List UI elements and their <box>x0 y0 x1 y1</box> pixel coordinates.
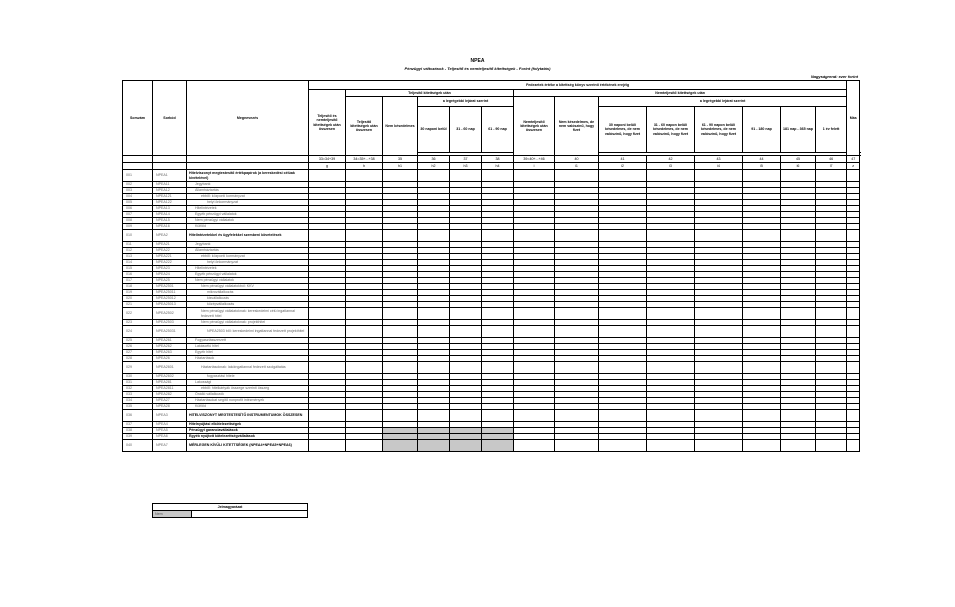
value-cell[interactable] <box>482 170 514 182</box>
blank-cell <box>123 163 153 170</box>
value-cell[interactable] <box>743 362 781 374</box>
row-code: NPEA3 <box>153 410 187 422</box>
row-code: NPEA6 <box>153 434 187 440</box>
row-label: Lakáscélú hitel <box>187 344 309 350</box>
row-code: NPEA25 <box>153 278 187 284</box>
value-cell[interactable] <box>599 362 647 374</box>
formula-cell: 36 <box>418 156 450 163</box>
row-label: Nem pénzügyi vállalatokból: KKV <box>187 284 309 290</box>
value-cell[interactable] <box>743 170 781 182</box>
value-cell[interactable] <box>599 440 647 452</box>
value-cell[interactable] <box>309 440 346 452</box>
value-cell[interactable] <box>309 170 346 182</box>
row-code: NPEA7 <box>153 440 187 452</box>
blank-cell <box>153 163 187 170</box>
value-cell[interactable] <box>418 308 450 320</box>
row-code: NPEA4 <box>153 422 187 428</box>
col-sorkod: Sorkód <box>153 81 187 156</box>
col-mas: Más <box>847 81 860 156</box>
row-code: NPEA1 <box>153 170 187 182</box>
letter-cell: i5 <box>743 163 781 170</box>
value-cell[interactable] <box>418 410 450 422</box>
row-code: NPEA2502 <box>153 308 187 320</box>
value-cell[interactable] <box>346 362 383 374</box>
row-number: 002 <box>123 182 153 188</box>
row-label: mikrovállalkozás <box>187 290 309 296</box>
value-cell[interactable] <box>555 308 599 320</box>
value-cell[interactable] <box>482 362 514 374</box>
row-number: 003 <box>123 188 153 194</box>
row-label: Nem pénzügyi vállalatok <box>187 218 309 224</box>
row-code: NPEA15 <box>153 218 187 224</box>
row-label: HITELVISZONYT MEGTESTESÍTŐ INSTRUMENTUMOK ÖSSZESEN <box>187 410 309 422</box>
row-number: 016 <box>123 272 153 278</box>
row-number: 012 <box>123 248 153 254</box>
value-cell[interactable] <box>309 230 346 242</box>
value-cell[interactable] <box>383 362 418 374</box>
row-number: 020 <box>123 296 153 302</box>
table-row <box>123 308 860 320</box>
letter-cell: z <box>847 163 860 170</box>
blank-cell <box>187 163 309 170</box>
row-number: 037 <box>123 422 153 428</box>
value-cell[interactable] <box>555 440 599 452</box>
row-number: 014 <box>123 260 153 266</box>
formula-cell: 33=34+39 <box>309 156 346 163</box>
value-cell[interactable] <box>816 170 847 182</box>
row-number: 007 <box>123 212 153 218</box>
row-number: 023 <box>123 320 153 326</box>
row-number: 038 <box>123 428 153 434</box>
value-cell[interactable] <box>816 326 847 338</box>
value-cell[interactable] <box>450 230 482 242</box>
row-number: 015 <box>123 266 153 272</box>
value-cell[interactable] <box>346 170 383 182</box>
col-nt61-90: 61 - 90 napon belüli késedelmes, de nem valószínű, hogy fizet <box>695 107 743 153</box>
formula-cell: 35 <box>383 156 418 163</box>
col-lejarat-t: a legrégebbi lejárat szerint <box>418 97 514 107</box>
value-cell[interactable] <box>647 362 695 374</box>
value-cell[interactable] <box>847 440 860 452</box>
letter-cell: h3 <box>450 163 482 170</box>
row-number: 004 <box>123 194 153 200</box>
row-label: Önálló vállalkozók <box>187 392 309 398</box>
row-code: NPEA281 <box>153 380 187 386</box>
value-cell[interactable] <box>555 230 599 242</box>
value-cell[interactable] <box>695 440 743 452</box>
row-number: 025 <box>123 338 153 344</box>
legend-title: Jelmagyarázat <box>153 504 308 511</box>
letter-cell: i1 <box>555 163 599 170</box>
row-number: 008 <box>123 218 153 224</box>
letter-cell: g <box>309 163 346 170</box>
value-cell[interactable] <box>418 230 450 242</box>
row-code: NPEA25013 <box>153 302 187 308</box>
row-code: NPEA28 <box>153 404 187 410</box>
value-cell[interactable] <box>599 230 647 242</box>
row-number: 031 <box>123 380 153 386</box>
formula-cell: 46 <box>816 156 847 163</box>
value-cell[interactable] <box>647 440 695 452</box>
row-label: NPEA2503 ből: kereskedelmi ingatlannal fedezett projekthitel <box>187 326 309 338</box>
value-cell[interactable] <box>816 230 847 242</box>
row-label: Egyéb pénzügyi vállalatok <box>187 272 309 278</box>
value-cell[interactable] <box>647 170 695 182</box>
value-cell[interactable] <box>781 440 816 452</box>
row-number: 029 <box>123 362 153 374</box>
col-nt30: 30 naponi belüli késedelmes, de nem valószínű, hogy fizet <box>599 107 647 153</box>
value-cell[interactable] <box>743 230 781 242</box>
value-cell[interactable] <box>418 362 450 374</box>
row-code: NPEA21 <box>153 242 187 248</box>
value-cell[interactable] <box>450 440 482 452</box>
value-cell[interactable] <box>599 326 647 338</box>
row-number: 013 <box>123 254 153 260</box>
col-teljesito-osszes: Teljesítő kitettségek után összesen <box>346 97 383 156</box>
row-code: NPEA12 <box>153 188 187 194</box>
value-cell[interactable] <box>647 308 695 320</box>
row-number: 018 <box>123 284 153 290</box>
row-label: kisvállalkozás <box>187 296 309 302</box>
row-label: Háztartásokat segítő nonprofit intézmények <box>187 398 309 404</box>
row-label: középvállalkozás <box>187 302 309 308</box>
table-row <box>123 230 860 242</box>
row-code: NPEA5 <box>153 428 187 434</box>
row-code: NPEA26 <box>153 356 187 362</box>
letter-cell: h1 <box>383 163 418 170</box>
value-cell[interactable] <box>514 308 555 320</box>
formula-cell: 40 <box>555 156 599 163</box>
col-osszes: Teljesítő és nemteljesítő kitettségek után összesen <box>309 90 346 156</box>
value-cell[interactable] <box>781 362 816 374</box>
col-megnevezes: Megnevezés <box>187 81 309 156</box>
row-label: Egyéb hitel <box>187 350 309 356</box>
value-cell[interactable] <box>555 326 599 338</box>
value-cell[interactable] <box>695 230 743 242</box>
value-cell[interactable] <box>346 326 383 338</box>
row-label: Külföld <box>187 224 309 230</box>
value-cell[interactable] <box>695 362 743 374</box>
row-number: 011 <box>123 242 153 248</box>
value-cell[interactable] <box>847 230 860 242</box>
blank-cell <box>123 156 153 163</box>
value-cell[interactable] <box>743 410 781 422</box>
row-label: Háztartások <box>187 356 309 362</box>
value-cell[interactable] <box>781 230 816 242</box>
row-number: 024 <box>123 326 153 338</box>
formula-cell: 42 <box>647 156 695 163</box>
value-cell[interactable] <box>482 326 514 338</box>
value-cell[interactable] <box>482 410 514 422</box>
value-cell[interactable] <box>695 410 743 422</box>
value-cell[interactable] <box>781 326 816 338</box>
row-label: helyi önkormányzat <box>187 200 309 206</box>
row-label: Nem pénzügyi vállalatok <box>187 278 309 284</box>
value-cell[interactable] <box>346 308 383 320</box>
row-label: Államháztartás <box>187 188 309 194</box>
row-label: ebből: központi kormányzat <box>187 194 309 200</box>
value-cell[interactable] <box>781 410 816 422</box>
formula-cell: 37 <box>450 156 482 163</box>
value-cell[interactable] <box>514 230 555 242</box>
formula-cell: 44 <box>743 156 781 163</box>
blank-cell <box>187 156 309 163</box>
value-cell[interactable] <box>450 362 482 374</box>
legend-swatch: Nem <box>153 511 192 518</box>
letter-cell: i7 <box>816 163 847 170</box>
value-cell[interactable] <box>346 440 383 452</box>
formula-cell: 47 <box>847 156 860 163</box>
col-sorszam: Sorszám <box>123 81 153 156</box>
row-code: NPEA23 <box>153 266 187 272</box>
formula-cell: 41 <box>599 156 647 163</box>
value-cell[interactable] <box>695 308 743 320</box>
value-cell[interactable] <box>514 440 555 452</box>
col-nt181-365: 181 nap - 365 nap <box>781 107 816 153</box>
row-number: 001 <box>123 170 153 182</box>
value-cell[interactable] <box>418 170 450 182</box>
value-cell[interactable] <box>816 362 847 374</box>
col-nem-kesedelmes: Nem késedelmes <box>383 97 418 156</box>
value-cell[interactable] <box>555 170 599 182</box>
letter-cell: h <box>346 163 383 170</box>
value-cell[interactable] <box>781 170 816 182</box>
value-cell[interactable] <box>816 440 847 452</box>
letter-cell: i4 <box>695 163 743 170</box>
row-label: Nem pénzügyi vállalatoknak: projekthitel <box>187 320 309 326</box>
row-number: 010 <box>123 230 153 242</box>
row-label: Jegybank <box>187 182 309 188</box>
row-label: Pénzügyi garanciavállalások <box>187 428 309 434</box>
formula-cell: 34=35+...+38 <box>346 156 383 163</box>
row-number: 030 <box>123 374 153 380</box>
row-code: NPEA262 <box>153 344 187 350</box>
legend-empty <box>192 511 308 518</box>
row-number: 039 <box>123 434 153 440</box>
row-label: Nem pénzügyi vállalatoknak: kereskedelmi célú ingatlannal fedezett hitel <box>187 308 309 320</box>
table-row <box>123 440 860 452</box>
value-cell[interactable] <box>482 440 514 452</box>
row-code: NPEA16 <box>153 224 187 230</box>
legend <box>152 503 308 518</box>
letter-cell: h4 <box>482 163 514 170</box>
value-cell[interactable] <box>555 362 599 374</box>
table-row <box>123 410 860 422</box>
value-cell[interactable] <box>514 362 555 374</box>
col-lejarat-nt: a legrégebbi lejárat szerint <box>599 97 847 107</box>
formula-cell: 45 <box>781 156 816 163</box>
row-label: Fogyasztásszerzett <box>187 338 309 344</box>
row-label: Hitelnyújtási elkötelezettségek <box>187 422 309 428</box>
row-number: 034 <box>123 398 153 404</box>
value-cell[interactable] <box>450 170 482 182</box>
row-code: NPEA22 <box>153 248 187 254</box>
col-nt-nem-kes: Nem késedelmes, de nem valószínű, hogy fizet <box>555 97 599 156</box>
table-row <box>123 362 860 374</box>
col-nt31-60: 31 - 60 napon belüli késedelmes, de nem valószínű, hogy fizet <box>647 107 695 153</box>
row-code: NPEA25031 <box>153 326 187 338</box>
value-cell[interactable] <box>816 410 847 422</box>
letter-cell: i3 <box>647 163 695 170</box>
value-cell[interactable] <box>383 440 418 452</box>
value-cell[interactable] <box>309 308 346 320</box>
value-cell[interactable] <box>514 170 555 182</box>
value-cell[interactable] <box>482 308 514 320</box>
value-cell[interactable] <box>847 362 860 374</box>
blank-cell <box>153 156 187 163</box>
row-number: 032 <box>123 386 153 392</box>
col-nt1ev: 1 év felett <box>816 107 847 153</box>
value-cell[interactable] <box>647 410 695 422</box>
value-cell[interactable] <box>743 308 781 320</box>
value-cell[interactable] <box>450 410 482 422</box>
value-cell[interactable] <box>514 410 555 422</box>
col-nt91-180: 91 - 180 nap <box>743 107 781 153</box>
row-number: 005 <box>123 200 153 206</box>
value-cell[interactable] <box>450 326 482 338</box>
row-label: Jegybank <box>187 242 309 248</box>
value-cell[interactable] <box>555 410 599 422</box>
row-code: NPEA13 <box>153 206 187 212</box>
row-label: Hitelintézetek <box>187 266 309 272</box>
value-cell[interactable] <box>346 230 383 242</box>
row-number: 026 <box>123 344 153 350</box>
value-cell[interactable] <box>418 326 450 338</box>
value-cell[interactable] <box>847 326 860 338</box>
value-cell[interactable] <box>418 440 450 452</box>
row-number: 033 <box>123 392 153 398</box>
formula-cell: 43 <box>695 156 743 163</box>
row-label: Külföld <box>187 404 309 410</box>
row-code: NPEA261 <box>153 338 187 344</box>
row-code: NPEA11 <box>153 182 187 188</box>
col-d31-60: 31 - 60 nap <box>450 107 482 153</box>
value-cell[interactable] <box>450 308 482 320</box>
row-label: Lakossági <box>187 380 309 386</box>
value-cell[interactable] <box>309 410 346 422</box>
row-number: 006 <box>123 206 153 212</box>
row-number: 027 <box>123 350 153 356</box>
row-number: 040 <box>123 440 153 452</box>
row-code: NPEA24 <box>153 272 187 278</box>
row-code: NPEA25012 <box>153 296 187 302</box>
row-number: 035 <box>123 404 153 410</box>
col-d61-90: 61 - 90 nap <box>482 107 514 153</box>
row-number: 009 <box>123 224 153 230</box>
row-code: NPEA282 <box>153 392 187 398</box>
value-cell[interactable] <box>346 410 383 422</box>
value-cell[interactable] <box>482 230 514 242</box>
row-label: ebből: hitelkártyák összege szerinti összeg <box>187 386 309 392</box>
value-cell[interactable] <box>309 326 346 338</box>
data-table <box>122 80 860 452</box>
table-row <box>123 170 860 182</box>
row-label: Hitelviszonyt megtestesítő értékpapírok (a kereskedési célúak kivételével) <box>187 170 309 182</box>
row-number: 021 <box>123 302 153 308</box>
value-cell[interactable] <box>743 440 781 452</box>
value-cell[interactable] <box>847 410 860 422</box>
row-label: Háztartásoknak: lakóingatlannal fedezett szolgáltatás <box>187 362 309 374</box>
row-code: NPEA121 <box>153 194 187 200</box>
row-code: NPEA25011 <box>153 290 187 296</box>
value-cell[interactable] <box>309 362 346 374</box>
col-d30: 30 naponi belül <box>418 107 450 153</box>
row-label: helyi önkormányzat <box>187 260 309 266</box>
value-cell[interactable] <box>847 308 860 320</box>
value-cell[interactable] <box>647 230 695 242</box>
value-cell[interactable] <box>383 230 418 242</box>
row-code: NPEA2501 <box>153 284 187 290</box>
letter-cell: h2 <box>418 163 450 170</box>
row-label: Államháztartás <box>187 248 309 254</box>
unit-label: Nagyságrend: ezer forint <box>810 74 858 79</box>
row-label: Hitelintézetek <box>187 206 309 212</box>
row-number: 019 <box>123 290 153 296</box>
col-fedezet: Fedezetek értéke a kitettség könyv szerinti értékének erejéig <box>309 81 847 90</box>
value-cell[interactable] <box>781 308 816 320</box>
letter-cell: i2 <box>599 163 647 170</box>
formula-cell: 38 <box>482 156 514 163</box>
value-cell[interactable] <box>816 308 847 320</box>
row-label: ebből: központi kormányzat <box>187 254 309 260</box>
col-teljesito-group: Teljesítő kitettségek után <box>346 90 514 97</box>
value-cell[interactable] <box>599 410 647 422</box>
formula-cell: 39=40+...+46 <box>514 156 555 163</box>
row-code: NPEA27 <box>153 398 187 404</box>
row-code: NPEA2 <box>153 230 187 242</box>
row-code: NPEA2601 <box>153 362 187 374</box>
value-cell[interactable] <box>695 326 743 338</box>
row-number: 022 <box>123 308 153 320</box>
col-nem-teljesito-group: Nemteljesítő kitettségek után <box>514 90 847 97</box>
report-subtitle: Pénzügyi változások - Teljesítő és nemteljesítő kitettségek - Forint (folytatás) <box>404 66 551 71</box>
value-cell[interactable] <box>514 326 555 338</box>
value-cell[interactable] <box>599 308 647 320</box>
letter-cell: i <box>514 163 555 170</box>
row-label: fogyasztási hitele <box>187 374 309 380</box>
value-cell[interactable] <box>695 170 743 182</box>
row-number: 036 <box>123 410 153 422</box>
row-code: NPEA122 <box>153 200 187 206</box>
letter-cell: i6 <box>781 163 816 170</box>
row-code: NPEA2602 <box>153 374 187 380</box>
row-label: Egyéb nyújtott kötelezettségvállalások <box>187 434 309 440</box>
row-code: NPEA263 <box>153 350 187 356</box>
row-label: Egyéb pénzügyi vállalatok <box>187 212 309 218</box>
row-number: 017 <box>123 278 153 284</box>
value-cell[interactable] <box>383 410 418 422</box>
row-code: NPEA222 <box>153 260 187 266</box>
value-cell[interactable] <box>383 170 418 182</box>
row-code: NPEA221 <box>153 254 187 260</box>
table-row <box>123 326 860 338</box>
col-nt-osszes: Nemteljesítő kitettségek után összesen <box>514 97 555 156</box>
value-cell[interactable] <box>599 170 647 182</box>
row-number: 028 <box>123 356 153 362</box>
value-cell[interactable] <box>383 308 418 320</box>
report-title: NPEA <box>470 58 485 64</box>
value-cell[interactable] <box>743 326 781 338</box>
row-code: NPEA14 <box>153 212 187 218</box>
row-label: Hitelintézetekkel és ügyfelekkel szembeni követelések <box>187 230 309 242</box>
value-cell[interactable] <box>847 170 860 182</box>
row-code: NPEA2503 <box>153 320 187 326</box>
row-label: MÉRLEGEN KÍVÜLI KITETTSÉGEK (NPEA4+NPEA5+NPEA6) <box>187 440 309 452</box>
row-code: NPEA2811 <box>153 386 187 392</box>
value-cell[interactable] <box>647 326 695 338</box>
value-cell[interactable] <box>383 326 418 338</box>
